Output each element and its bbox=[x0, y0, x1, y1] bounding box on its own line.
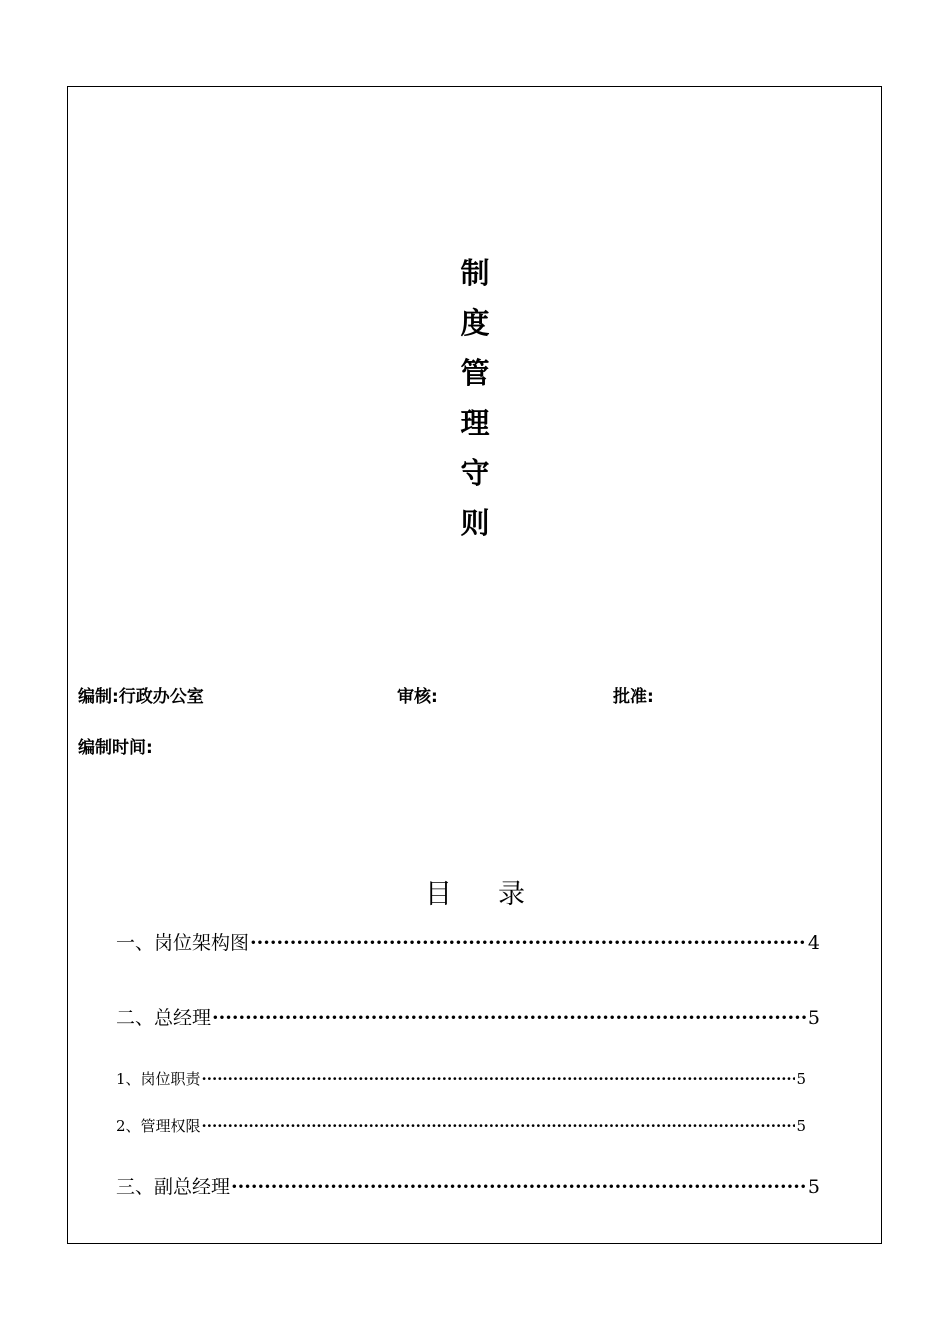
toc-entry[interactable] bbox=[116, 1068, 806, 1089]
toc-leader-dots bbox=[250, 932, 807, 954]
toc-entry-page: 4 bbox=[807, 932, 820, 954]
document-title bbox=[0, 248, 950, 548]
title-char: 守 bbox=[460, 456, 490, 490]
toc-entry-page: 5 bbox=[807, 1007, 820, 1029]
toc-entry-label: 三、副总经理 bbox=[116, 1176, 231, 1198]
toc-entry-label: 1、岗位职责 bbox=[116, 1070, 201, 1088]
toc-leader-dots bbox=[202, 1117, 796, 1135]
toc-leader-dots bbox=[231, 1176, 807, 1198]
compiler-field: 编制:行政办公室 bbox=[78, 687, 204, 707]
title-char: 则 bbox=[460, 506, 490, 540]
title-char: 度 bbox=[460, 306, 490, 340]
title-char: 理 bbox=[460, 406, 490, 440]
toc-entry[interactable] bbox=[116, 928, 820, 955]
toc-leader-dots bbox=[212, 1007, 807, 1029]
title-char: 管 bbox=[460, 356, 490, 390]
toc-entry-label: 一、岗位架构图 bbox=[116, 932, 250, 954]
approver-field: 批准: bbox=[613, 687, 654, 707]
toc-leader-dots bbox=[202, 1070, 796, 1088]
toc-entry[interactable] bbox=[116, 1115, 806, 1136]
toc-entry-label: 2、管理权限 bbox=[116, 1117, 201, 1135]
toc-entry-page: 5 bbox=[807, 1176, 820, 1198]
toc-entry[interactable] bbox=[116, 1172, 820, 1199]
toc-entry-page: 5 bbox=[796, 1117, 806, 1135]
toc-heading-part: 目 bbox=[425, 879, 452, 910]
toc-heading bbox=[0, 872, 950, 911]
toc-heading-part: 录 bbox=[498, 879, 525, 910]
title-char: 制 bbox=[460, 256, 490, 290]
toc-entry-label: 二、总经理 bbox=[116, 1007, 212, 1029]
reviewer-field: 审核: bbox=[397, 687, 438, 707]
compile-time-field: 编制时间: bbox=[78, 738, 153, 758]
toc-entry-page: 5 bbox=[796, 1070, 806, 1088]
toc-entry[interactable] bbox=[116, 1003, 820, 1030]
